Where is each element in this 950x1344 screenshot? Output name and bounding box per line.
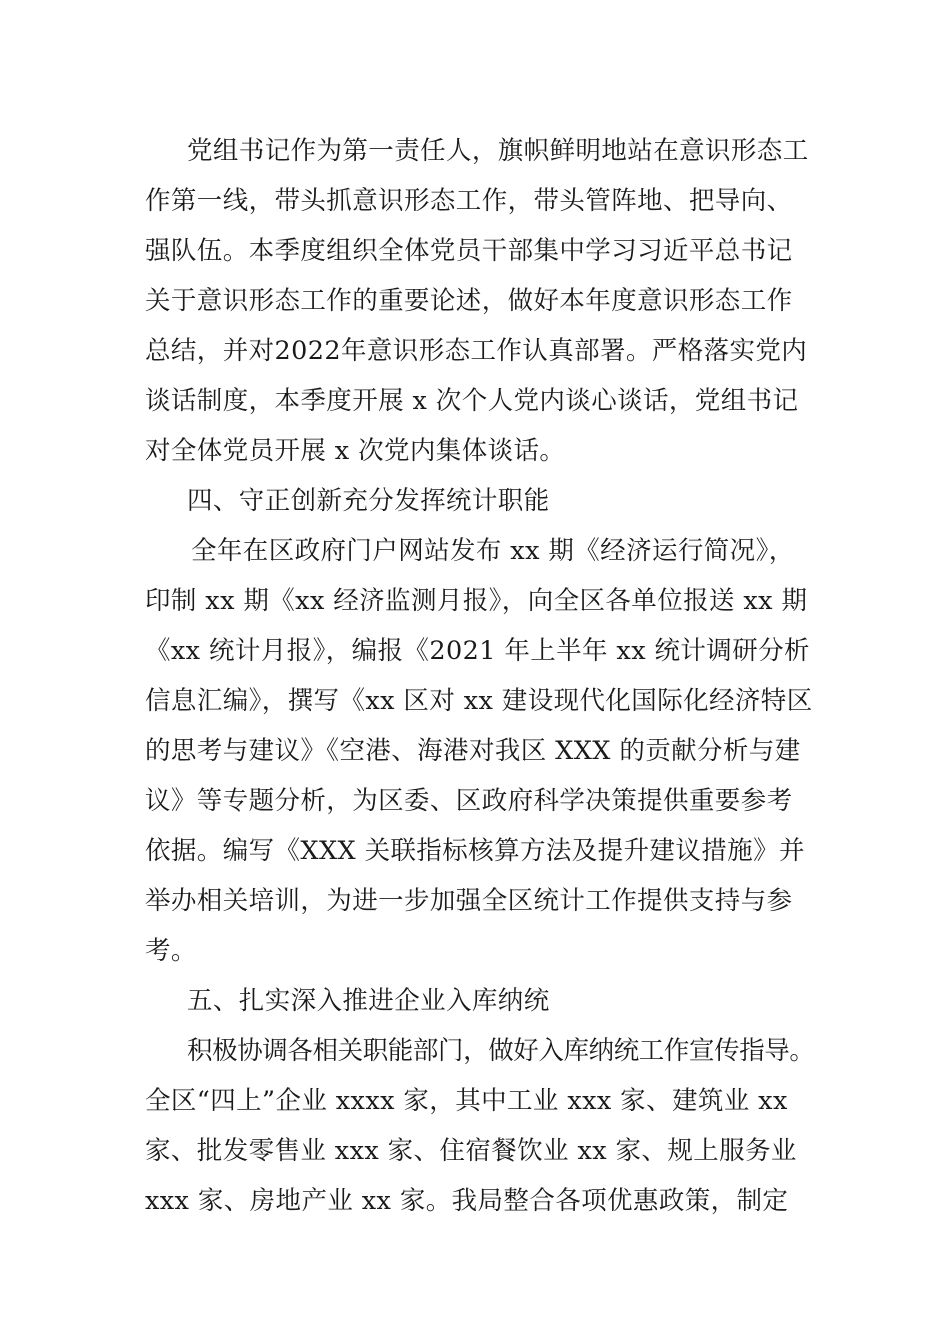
section-heading-4: 四、守正创新充分发挥统计职能 bbox=[187, 486, 550, 516]
para3-line: xxx 家、房地产业 xx 家。我局整合各项优惠政策，制定 bbox=[145, 1186, 789, 1216]
para1-line: 党组书记作为第一责任人，旗帜鲜明地站在意识形态工 bbox=[187, 136, 809, 166]
section-heading-5: 五、扎实深入推进企业入库纳统 bbox=[187, 986, 550, 1016]
para1-line: 作第一线，带头抓意识形态工作，带头管阵地、把导向、 bbox=[145, 186, 793, 216]
para3-line: 积极协调各相关职能部门，做好入库纳统工作宣传指导。 bbox=[187, 1036, 815, 1066]
para1-line: 总结，并对2022年意识形态工作认真部署。严格落实党内 bbox=[145, 336, 808, 366]
para1-line: 强队伍。本季度组织全体党员干部集中学习习近平总书记 bbox=[145, 236, 793, 266]
para3-line: 全区“四上”企业 xxxx 家，其中工业 xxx 家、建筑业 xx bbox=[145, 1086, 788, 1116]
para2-line: 的思考与建议》《空港、海港对我区 XXX 的贡献分析与建 bbox=[145, 736, 801, 766]
para2-line: 考。 bbox=[145, 936, 197, 966]
para2-line: 议》等专题分析，为区委、区政府科学决策提供重要参考 bbox=[145, 786, 793, 816]
para2-line: 印制 xx 期《xx 经济监测月报》，向全区各单位报送 xx 期 bbox=[145, 586, 808, 616]
para3-line: 家、批发零售业 xxx 家、住宿餐饮业 xx 家、规上服务业 bbox=[145, 1136, 797, 1166]
para2-line: 依据。编写《XXX 关联指标核算方法及提升建议措施》并 bbox=[145, 836, 805, 866]
para2-line: 信息汇编》，撰写《xx 区对 xx 建设现代化国际化经济特区 bbox=[145, 686, 813, 716]
para1-line: 对全体党员开展 x 次党内集体谈话。 bbox=[145, 436, 566, 466]
para2-line: 全年在区政府门户网站发布 xx 期《经济运行简况》， bbox=[191, 536, 795, 566]
para1-line: 关于意识形态工作的重要论述，做好本年度意识形态工作 bbox=[145, 286, 793, 316]
para2-line: 《xx 统计月报》，编报《2021 年上半年 xx 统计调研分析 bbox=[145, 636, 810, 666]
para1-line: 谈话制度，本季度开展 x 次个人党内谈心谈话，党组书记 bbox=[145, 386, 799, 416]
para2-line: 举办相关培训，为进一步加强全区统计工作提供支持与参 bbox=[145, 886, 793, 916]
